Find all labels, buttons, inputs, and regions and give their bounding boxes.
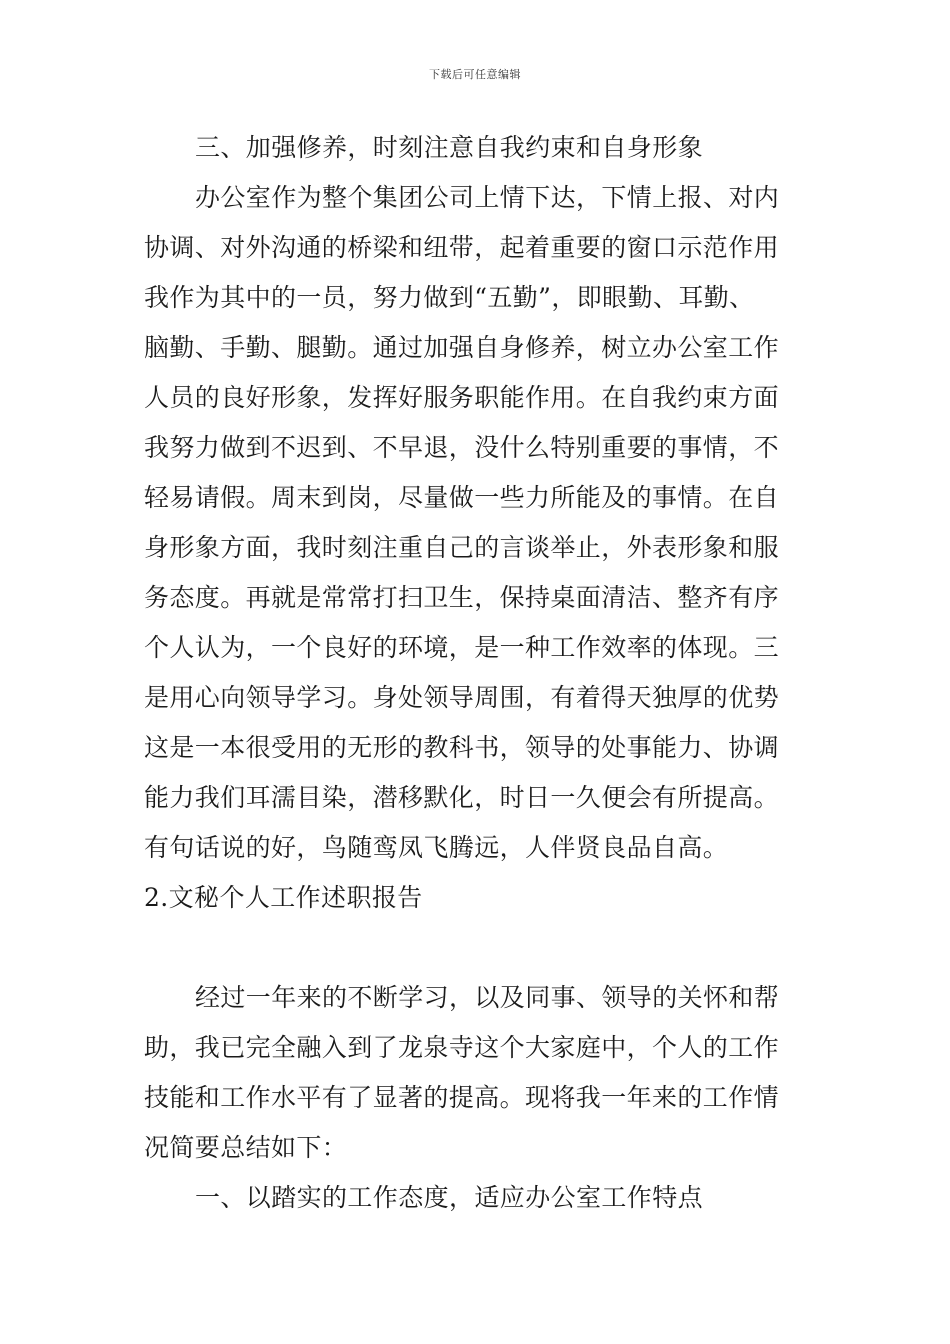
paragraph-line: 助，我已完全融入到了龙泉寺这个大家庭中，个人的工作 bbox=[144, 1033, 780, 1062]
section-heading: 三、加强修养，时刻注意自我约束和自身形象 bbox=[195, 133, 704, 162]
paragraph-line: 协调、对外沟通的桥梁和纽带，起着重要的窗口示范作用 bbox=[144, 233, 780, 262]
paragraph-line: 脑勤、手勤、腿勤。通过加强自身修养，树立办公室工作 bbox=[144, 333, 780, 362]
section-heading: 一、以踏实的工作态度，适应办公室工作特点 bbox=[195, 1183, 704, 1212]
paragraph-line: 经过一年来的不断学习，以及同事、领导的关怀和帮 bbox=[195, 983, 780, 1012]
paragraph-line: 这是一本很受用的无形的教科书，领导的处事能力、协调 bbox=[144, 733, 780, 762]
report-title: 2.文秘个人工作述职报告 bbox=[144, 883, 423, 912]
paragraph-line: 轻易请假。周末到岗，尽量做一些力所能及的事情。在自 bbox=[144, 483, 780, 512]
paragraph-line: 技能和工作水平有了显著的提高。现将我一年来的工作情 bbox=[144, 1083, 780, 1112]
paragraph-line: 我作为其中的一员，努力做到“五勤”，即眼勤、耳勤、 bbox=[144, 283, 755, 312]
paragraph-line: 能力我们耳濡目染，潜移默化，时日一久便会有所提高。 bbox=[144, 783, 780, 812]
paragraph-line: 是用心向领导学习。身处领导周围，有着得天独厚的优势 bbox=[144, 683, 780, 712]
paragraph-line: 有句话说的好，鸟随鸾凤飞腾远，人伴贤良品自高。 bbox=[144, 833, 729, 862]
page-header-note: 下载后可任意编辑 bbox=[429, 68, 521, 81]
paragraph-line: 人员的良好形象，发挥好服务职能作用。在自我约束方面 bbox=[144, 383, 780, 412]
paragraph-line: 身形象方面，我时刻注重自己的言谈举止，外表形象和服 bbox=[144, 533, 780, 562]
paragraph-line: 况简要总结如下： bbox=[144, 1133, 348, 1162]
paragraph-line: 个人认为，一个良好的环境，是一种工作效率的体现。三 bbox=[144, 633, 780, 662]
paragraph-line: 办公室作为整个集团公司上情下达，下情上报、对内 bbox=[195, 183, 780, 212]
paragraph-line: 务态度。再就是常常打扫卫生，保持桌面清洁、整齐有序 bbox=[144, 583, 780, 612]
paragraph-line: 我努力做到不迟到、不早退，没什么特别重要的事情，不 bbox=[144, 433, 780, 462]
